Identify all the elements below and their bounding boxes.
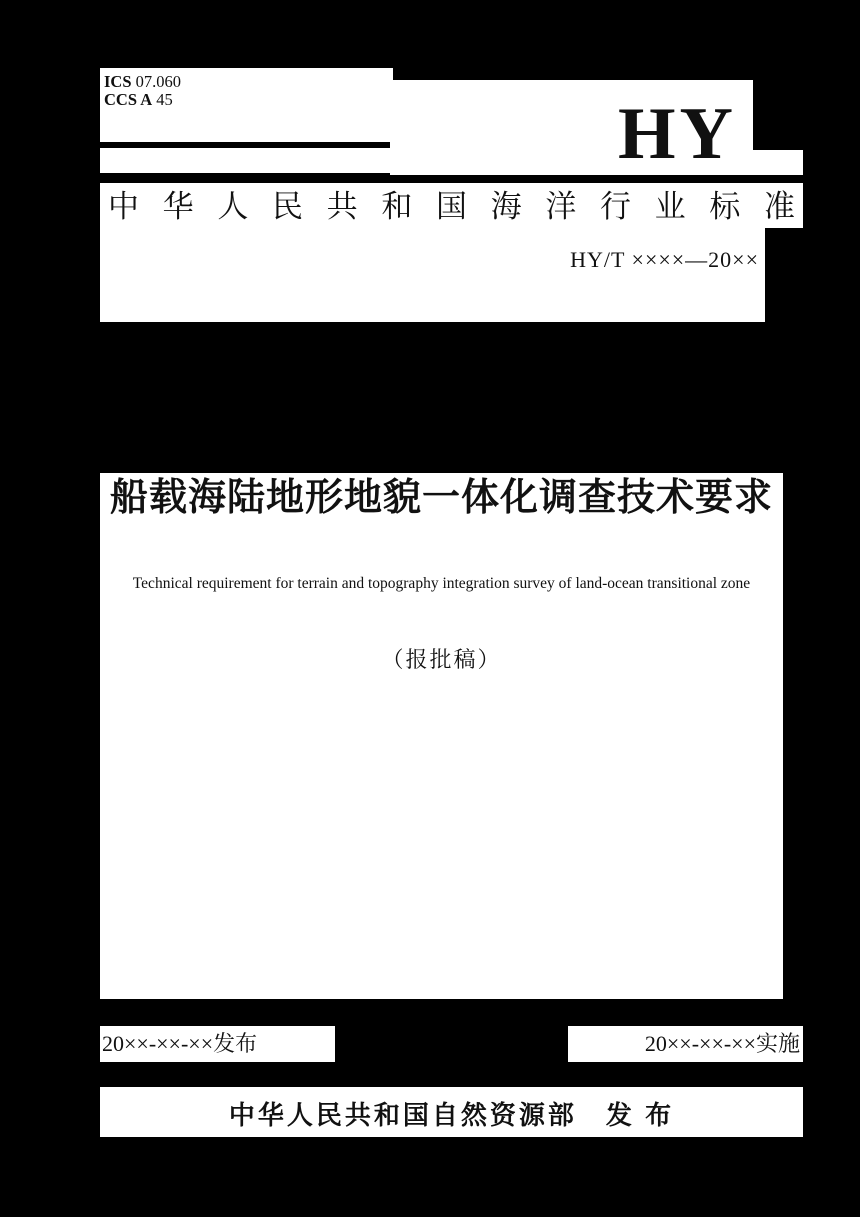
implement-date: 20××-××-××实施 [644, 1031, 800, 1056]
hy-box-step [753, 150, 803, 175]
hy-logo-box [390, 80, 753, 175]
ccs-label: CCS A [104, 90, 153, 109]
issue-date: 20××-××-××发布 [102, 1031, 258, 1056]
standard-number: HY/T ××××—20×× [570, 247, 759, 272]
ics-value: 07.060 [135, 72, 182, 91]
ics-label: ICS [104, 72, 132, 91]
implement-date-bar [568, 1026, 803, 1062]
standard-name-band: 中 华 人 民 共 和 国 海 洋 行 业 标 准 [100, 183, 803, 228]
hy-logo: HY [618, 92, 737, 175]
document-title-cn: 船载海陆地形地貌一体化调查技术要求 [109, 477, 773, 519]
title-box [100, 473, 783, 999]
ccs-code [104, 91, 393, 109]
ics-code [104, 73, 393, 91]
ics-divider-rule [100, 142, 393, 148]
document-title-en: Technical requirement for terrain and topography integration survey of land-ocean transitional zone [132, 575, 751, 592]
ccs-value: 45 [156, 90, 173, 109]
standard-number-box [100, 228, 765, 322]
issue-date-bar [100, 1026, 335, 1062]
ics-ccs-box [100, 68, 393, 173]
publisher-band: 中华人民共和国自然资源部 发 布 [100, 1087, 803, 1137]
draft-status: （报批稿） [381, 647, 502, 672]
